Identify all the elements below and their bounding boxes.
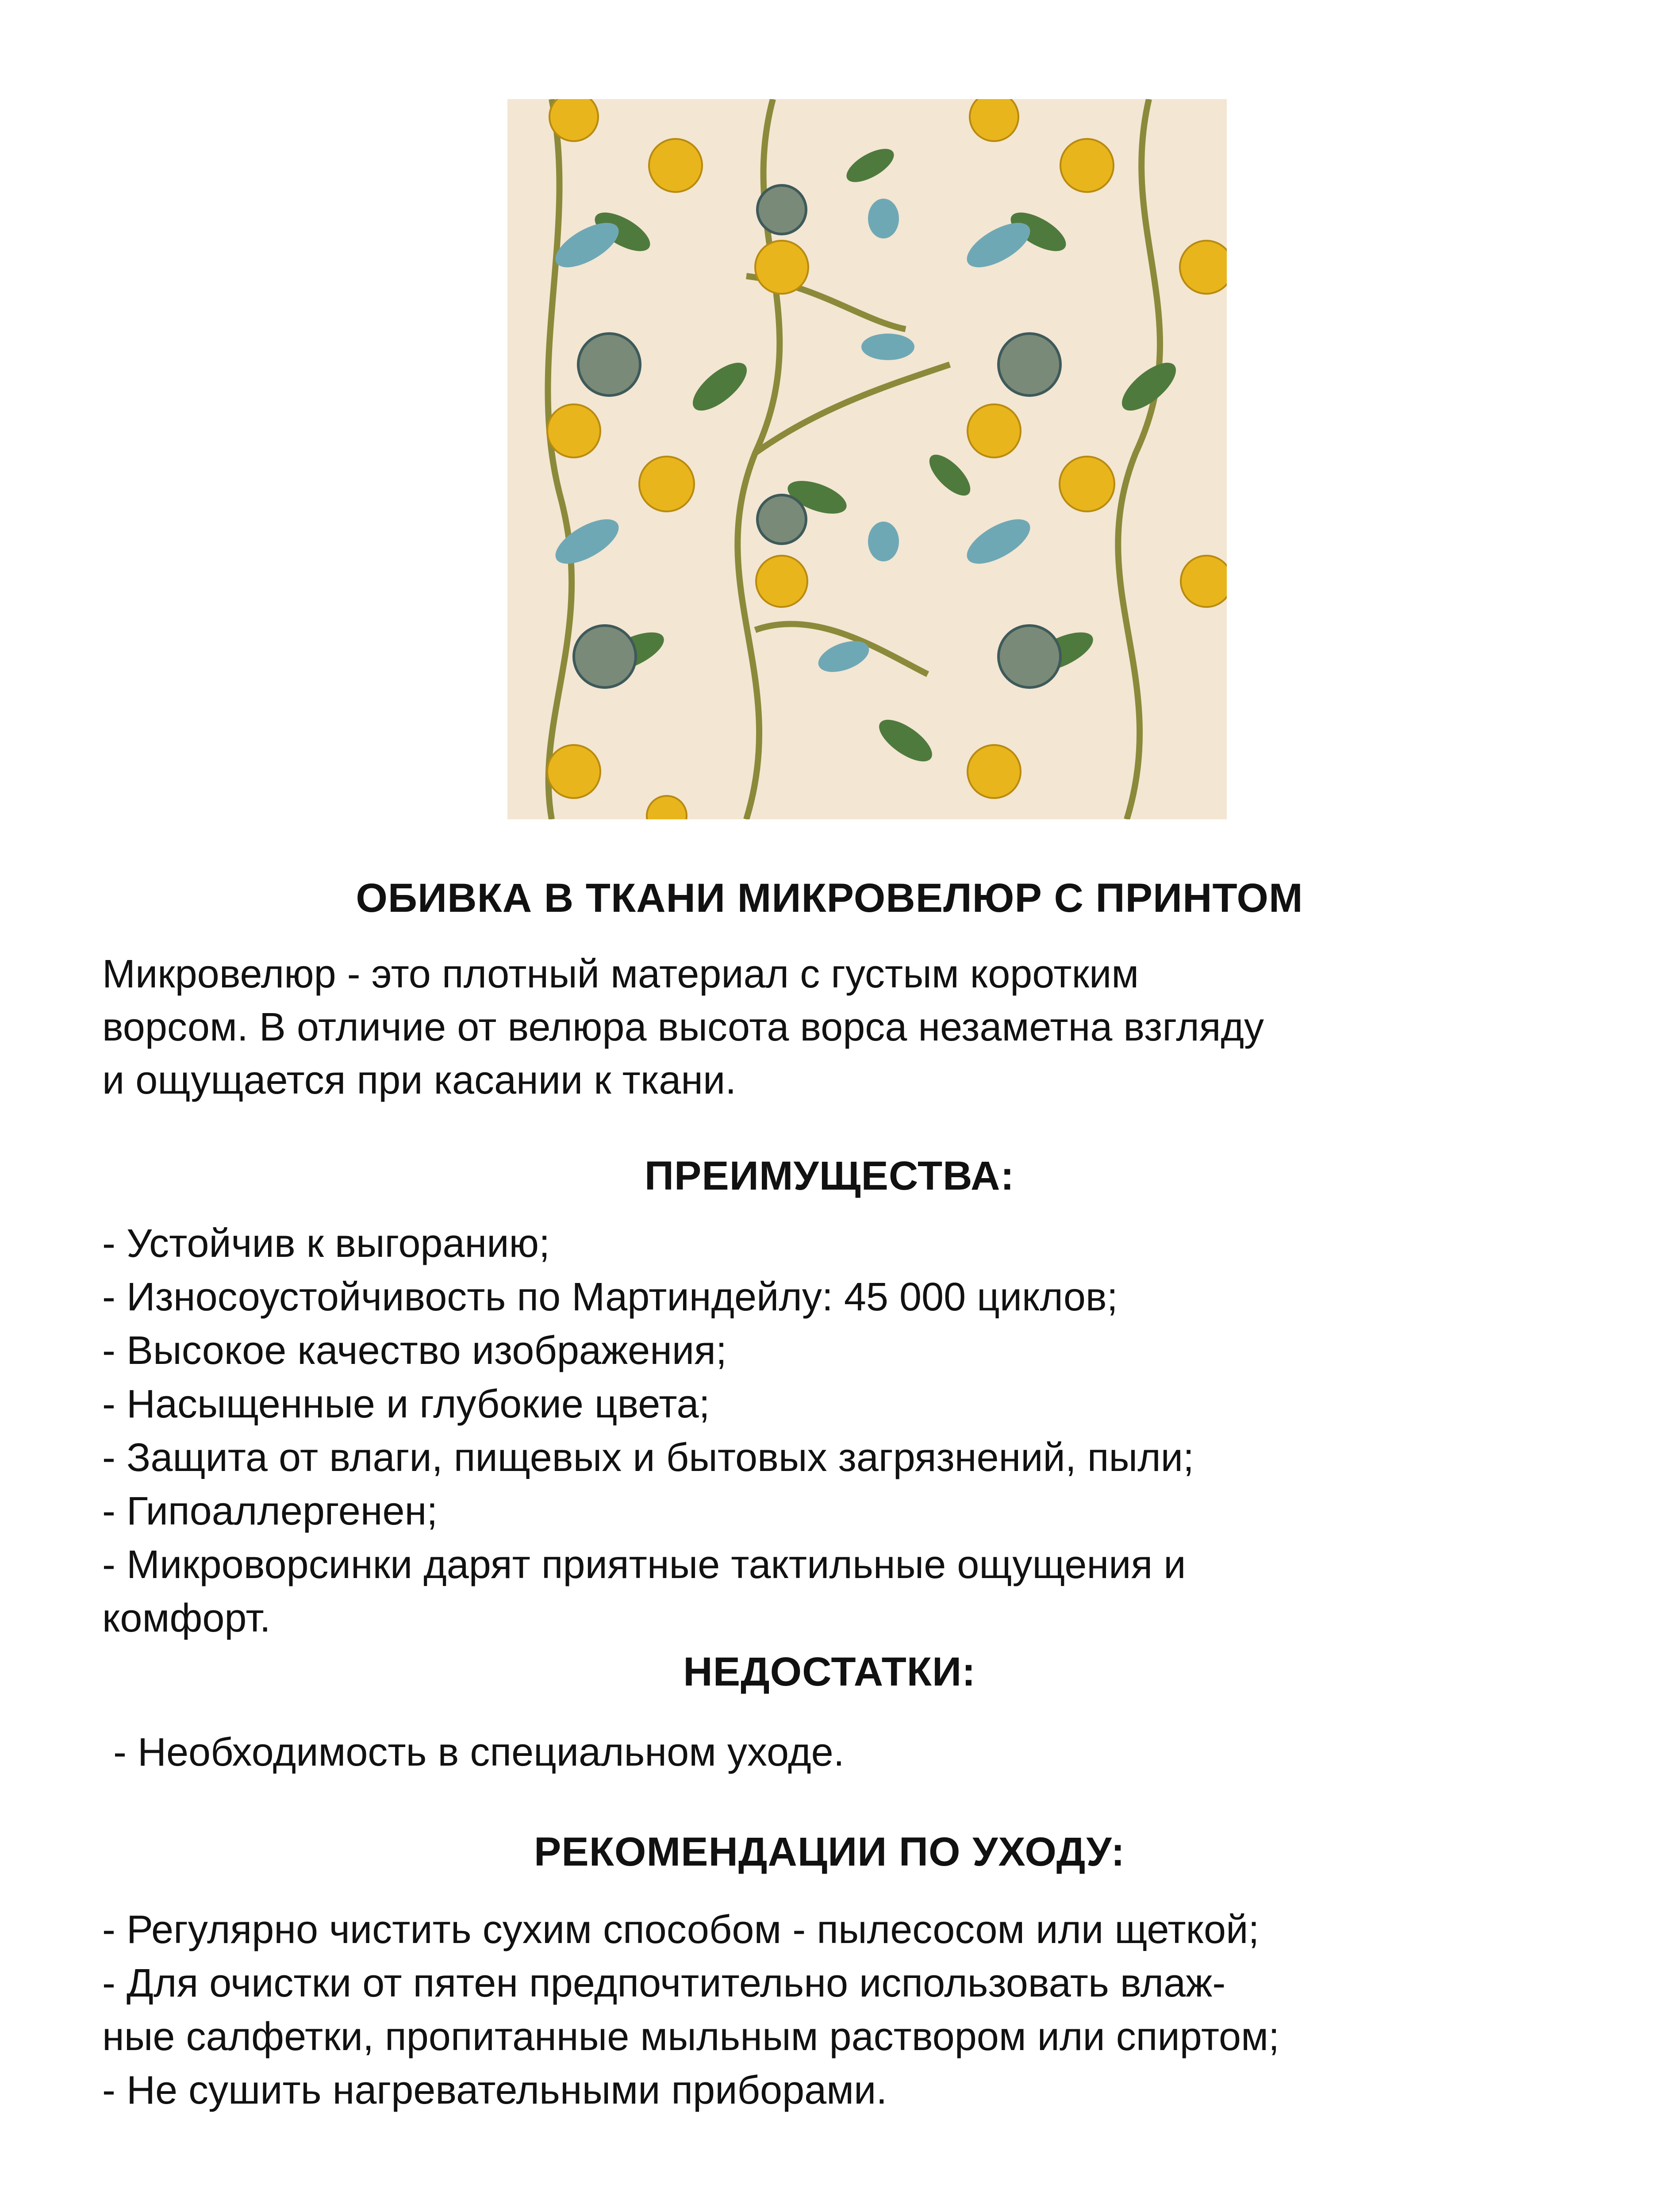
- fabric-pattern-lemons-hummingbirds-icon: [507, 99, 1227, 819]
- page-title: ОБИВКА В ТКАНИ МИКРОВЕЛЮР С ПРИНТОМ: [356, 876, 1303, 921]
- advantage-item: комфорт.: [102, 1596, 271, 1640]
- advantage-item: - Гипоаллергенен;: [102, 1489, 438, 1533]
- advantages-heading: ПРЕИМУЩЕСТВА:: [644, 1153, 1015, 1198]
- advantage-item: - Микроворсинки дарят приятные тактильные ощущения и: [102, 1543, 1186, 1587]
- intro-line: Микровелюр - это плотный материал с густым коротким: [102, 952, 1139, 996]
- advantage-item: - Насыщенные и глубокие цвета;: [102, 1382, 710, 1426]
- fabric-pattern-image: [507, 99, 1227, 819]
- care-heading: РЕКОМЕНДАЦИИ ПО УХОДУ:: [534, 1829, 1125, 1874]
- care-item: ные салфетки, пропитанные мыльным раствором или спиртом;: [102, 2015, 1279, 2059]
- intro-line: ворсом. В отличие от велюра высота ворса незаметна взгляду: [102, 1005, 1264, 1049]
- care-item: - Для очистки от пятен предпочтительно использовать влаж-: [102, 1961, 1226, 2005]
- care-item: - Регулярно чистить сухим способом - пылесосом или щеткой;: [102, 1908, 1260, 1952]
- advantage-item: - Износоустойчивость по Мартиндейлу: 45 000 циклов;: [102, 1275, 1118, 1319]
- care-item: - Не сушить нагревательными приборами.: [102, 2068, 887, 2112]
- advantage-item: - Высокое качество изображения;: [102, 1329, 727, 1373]
- advantage-item: - Защита от влаги, пищевых и бытовых загрязнений, пыли;: [102, 1436, 1194, 1480]
- disadvantages-heading: НЕДОСТАТКИ:: [683, 1649, 976, 1694]
- intro-line: и ощущается при касании к ткани.: [102, 1058, 737, 1102]
- disadvantage-item: - Необходимость в специальном уходе.: [102, 1730, 845, 1774]
- advantage-item: - Устойчив к выгоранию;: [102, 1221, 550, 1266]
